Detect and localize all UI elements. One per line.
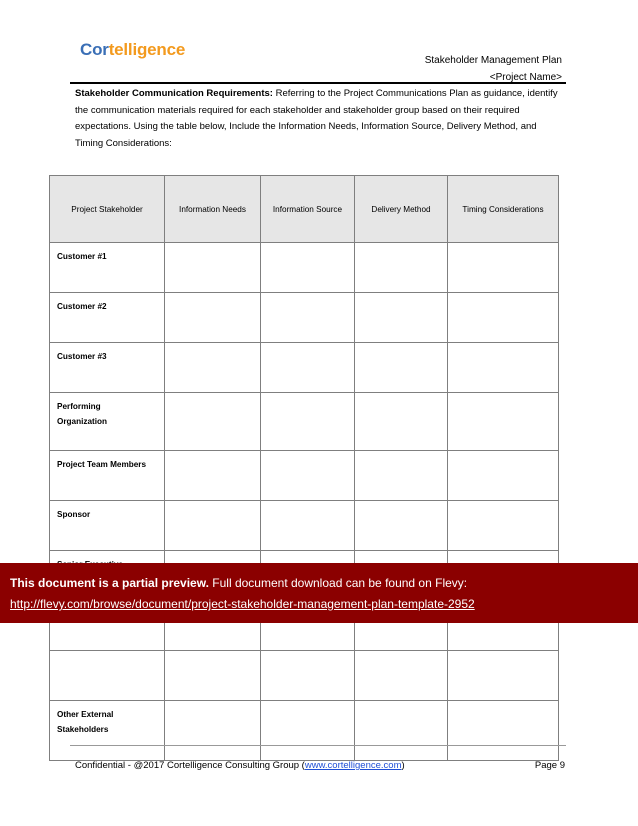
intro-heading: Stakeholder Communication Requirements: <box>75 88 273 99</box>
table-cell <box>355 501 448 551</box>
table-cell <box>448 701 559 761</box>
table-row <box>50 651 559 701</box>
table-cell <box>355 701 448 761</box>
table-cell <box>261 501 355 551</box>
project-name: <Project Name> <box>489 72 562 83</box>
table-cell <box>165 293 261 343</box>
table-row <box>50 293 559 343</box>
table-cell <box>165 393 261 451</box>
stakeholder-cell: Other External Stakeholders <box>50 701 165 761</box>
table-cell <box>355 393 448 451</box>
table-cell <box>165 343 261 393</box>
table-cell <box>165 501 261 551</box>
table-cell <box>355 651 448 701</box>
stakeholder-cell <box>50 651 165 701</box>
table-cell <box>165 701 261 761</box>
stakeholder-cell: Sponsor <box>50 501 165 551</box>
intro-paragraph <box>75 86 565 152</box>
stakeholder-cell: Customer #1 <box>50 243 165 293</box>
column-header: Information Needs <box>165 176 261 243</box>
table-cell <box>448 293 559 343</box>
stakeholder-communication-table <box>49 175 559 761</box>
table-cell <box>261 393 355 451</box>
table-cell <box>261 243 355 293</box>
table-cell <box>355 343 448 393</box>
footer-rule <box>70 745 566 746</box>
table-cell <box>165 243 261 293</box>
page-number: Page 9 <box>534 760 565 771</box>
banner-message <box>10 576 467 590</box>
table-cell <box>261 451 355 501</box>
banner-text: Full document download can be found on Flevy: <box>208 576 468 590</box>
table-cell <box>448 451 559 501</box>
column-header: Information Source <box>261 176 355 243</box>
stakeholder-cell: Performing Organization <box>50 393 165 451</box>
stakeholder-cell: Customer #3 <box>50 343 165 393</box>
stakeholder-cell: Customer #2 <box>50 293 165 343</box>
table-row <box>50 701 559 761</box>
table-cell <box>261 343 355 393</box>
table-cell <box>448 393 559 451</box>
banner-bold-text: This document is a partial preview. <box>10 576 209 590</box>
column-header: Delivery Method <box>355 176 448 243</box>
table-cell <box>448 243 559 293</box>
table-row <box>50 243 559 293</box>
logo-text-part1: Cor <box>80 40 109 59</box>
table-row <box>50 393 559 451</box>
table-header-row <box>50 176 559 243</box>
table-cell <box>261 293 355 343</box>
table-cell <box>261 651 355 701</box>
table-cell <box>261 701 355 761</box>
footer-prefix: Confidential - @2017 Cortelligence Consulting Group ( <box>75 760 305 771</box>
table-row <box>50 343 559 393</box>
footer-website-link[interactable]: www.cortelligence.com <box>304 760 402 771</box>
header-rule <box>70 82 566 84</box>
preview-banner <box>0 563 638 623</box>
table-cell <box>165 651 261 701</box>
logo-text-part2: telligence <box>108 40 186 59</box>
table-row <box>50 451 559 501</box>
page-footer <box>75 760 565 771</box>
footer-suffix: ) <box>401 760 405 771</box>
intro-body: Referring to the Project Communications Plan as guidance, identify the communication materials required for each stakeholder and stakeholder group based on their required expectations. Using the table below, Include the Information Needs, Information Source, Delivery Method, and Timing Considerations: <box>75 88 558 149</box>
table-cell <box>355 451 448 501</box>
document-header <box>425 52 562 86</box>
table-cell <box>448 343 559 393</box>
table-row <box>50 501 559 551</box>
table-cell <box>355 243 448 293</box>
table-cell <box>448 501 559 551</box>
column-header: Project Stakeholder <box>50 176 165 243</box>
column-header: Timing Considerations <box>448 176 559 243</box>
stakeholder-cell: Project Team Members <box>50 451 165 501</box>
banner-download-link[interactable]: http://flevy.com/browse/document/project-stakeholder-management-plan-template-2952 <box>10 597 475 611</box>
company-logo <box>80 40 185 60</box>
table-cell <box>448 651 559 701</box>
table-cell <box>355 293 448 343</box>
table-cell <box>165 451 261 501</box>
document-title: Stakeholder Management Plan <box>424 55 562 66</box>
